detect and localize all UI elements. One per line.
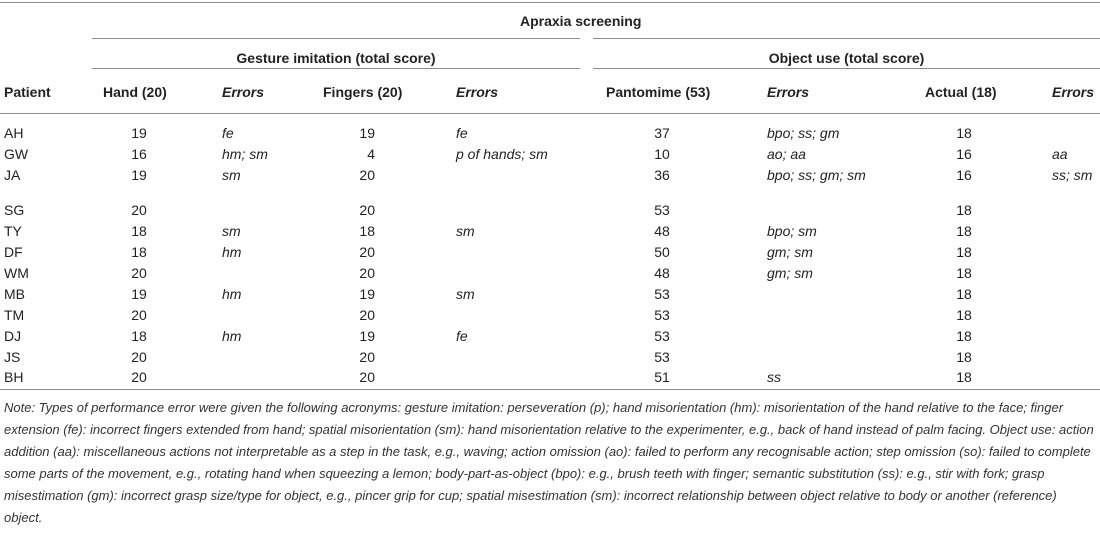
group-title: Apraxia screening	[520, 13, 642, 29]
cell-actual: 18	[956, 369, 972, 385]
cell-hand: 18	[131, 328, 147, 344]
cell-actual: 18	[956, 265, 972, 281]
cell-patient: BH	[4, 369, 24, 385]
cell-pantomime-errors: gm; sm	[767, 244, 813, 260]
cell-pantomime-errors: bpo; ss; gm	[767, 125, 840, 141]
cell-hand-errors: hm	[222, 244, 242, 260]
cell-fingers: 20	[359, 307, 375, 323]
gesture-group-rule	[92, 38, 580, 39]
cell-actual: 18	[956, 125, 972, 141]
cell-hand: 20	[131, 202, 147, 218]
cell-pantomime: 53	[654, 286, 670, 302]
cell-fingers: 20	[359, 369, 375, 385]
cell-fingers: 19	[359, 125, 375, 141]
cell-patient: TY	[4, 223, 22, 239]
cell-patient: TM	[4, 307, 25, 323]
cell-hand: 18	[131, 244, 147, 260]
col-fingers-errors: Errors	[456, 84, 499, 100]
col-pantomime: Pantomime (53)	[606, 84, 711, 100]
cell-actual: 18	[956, 328, 972, 344]
cell-pantomime: 10	[654, 146, 670, 162]
cell-actual: 16	[956, 167, 972, 183]
cell-hand-errors: hm	[222, 286, 242, 302]
cell-pantomime: 36	[654, 167, 670, 183]
cell-actual: 18	[956, 286, 972, 302]
cell-pantomime: 53	[654, 328, 670, 344]
cell-pantomime: 50	[654, 244, 670, 260]
cell-fingers-errors: p of hands; sm	[456, 146, 548, 162]
cell-pantomime-errors: bpo; ss; gm; sm	[767, 167, 866, 183]
cell-pantomime: 53	[654, 349, 670, 365]
subheader-rule-left	[92, 68, 580, 69]
top-rule	[0, 2, 1100, 3]
cell-pantomime-errors: ao; aa	[767, 146, 806, 162]
cell-actual: 16	[956, 146, 972, 162]
cell-hand-errors: sm	[222, 167, 241, 183]
col-hand: Hand (20)	[103, 84, 167, 100]
col-patient: Patient	[4, 84, 51, 100]
cell-actual: 18	[956, 244, 972, 260]
cell-pantomime: 48	[654, 223, 670, 239]
subheader-rule-right	[593, 68, 1100, 69]
cell-pantomime-errors: ss	[767, 369, 781, 385]
cell-actual-errors: ss; sm	[1052, 167, 1093, 183]
cell-patient: DJ	[4, 328, 22, 344]
cell-fingers-errors: sm	[456, 223, 475, 239]
cell-fingers: 4	[367, 146, 375, 162]
cell-hand: 16	[131, 146, 147, 162]
table-footnote: Note: Types of performance error were given the following acronyms: gesture imitation: perseveration (p); hand misorientation (hm): misorientation of the hand relative to the face; finger extension (fe): incorrect fingers extended from hand; spatial misorientation (sm): hand misorientation relative to the experimenter, e.g., back of hand instead of palm facing. Object use: action addition (aa): miscellaneous actions not interpretable as a step in the task, e.g., waving; action omission (ao): failed to perform any recognisable action; step omission (so): failed to complete some parts of the movement, e.g., rotating hand when squeezing a lemon; body-part-as-object (bpo): e.g., brush teeth with finger; semantic substitution (ss): e.g., stir with fork; grasp misestimation (gm): incorrect grasp size/type for object, e.g., pincer grip for cup; spatial misestimation (sm): incorrect relationship between object relative to body or another (reference) object.	[4, 400, 1094, 525]
cell-hand-errors: sm	[222, 223, 241, 239]
cell-hand: 20	[131, 369, 147, 385]
cell-hand: 19	[131, 167, 147, 183]
object-group-rule	[593, 38, 1100, 39]
col-actual-errors: Errors	[1052, 84, 1095, 100]
cell-hand: 20	[131, 307, 147, 323]
cell-fingers: 19	[359, 286, 375, 302]
cell-fingers: 20	[359, 265, 375, 281]
col-fingers: Fingers (20)	[323, 84, 403, 100]
cell-actual: 18	[956, 349, 972, 365]
cell-fingers-errors: sm	[456, 286, 475, 302]
cell-fingers: 19	[359, 328, 375, 344]
cell-hand-errors: hm; sm	[222, 146, 268, 162]
cell-pantomime: 53	[654, 202, 670, 218]
cell-pantomime: 48	[654, 265, 670, 281]
cell-fingers: 20	[359, 202, 375, 218]
cell-fingers-errors: fe	[456, 328, 468, 344]
cell-fingers: 20	[359, 167, 375, 183]
col-hand-errors: Errors	[222, 84, 265, 100]
cell-hand: 20	[131, 265, 147, 281]
cell-patient: JA	[4, 167, 21, 183]
cell-hand: 19	[131, 286, 147, 302]
header-bottom-rule	[0, 113, 1100, 114]
cell-patient: GW	[4, 146, 29, 162]
cell-patient: AH	[4, 125, 24, 141]
cell-pantomime-errors: bpo; sm	[767, 223, 817, 239]
cell-hand: 20	[131, 349, 147, 365]
cell-actual: 18	[956, 223, 972, 239]
cell-patient: SG	[4, 202, 25, 218]
cell-patient: DF	[4, 244, 23, 260]
cell-fingers-errors: fe	[456, 125, 468, 141]
cell-actual-errors: aa	[1052, 146, 1068, 162]
cell-actual: 18	[956, 202, 972, 218]
gesture-title: Gesture imitation (total score)	[236, 50, 436, 66]
cell-fingers: 20	[359, 244, 375, 260]
cell-hand-errors: hm	[222, 328, 242, 344]
object-title: Object use (total score)	[768, 50, 925, 66]
cell-hand-errors: fe	[222, 125, 234, 141]
cell-pantomime-errors: gm; sm	[767, 265, 813, 281]
cell-pantomime: 51	[654, 369, 670, 385]
cell-fingers: 18	[359, 223, 375, 239]
col-pantomime-errors: Errors	[767, 84, 810, 100]
cell-fingers: 20	[359, 349, 375, 365]
cell-patient: JS	[4, 349, 21, 365]
cell-patient: MB	[4, 286, 25, 302]
table-bottom-rule	[0, 389, 1100, 390]
cell-hand: 18	[131, 223, 147, 239]
cell-hand: 19	[131, 125, 147, 141]
cell-patient: WM	[4, 265, 29, 281]
cell-actual: 18	[956, 307, 972, 323]
cell-pantomime: 53	[654, 307, 670, 323]
col-actual: Actual (18)	[925, 84, 997, 100]
cell-pantomime: 37	[654, 125, 670, 141]
